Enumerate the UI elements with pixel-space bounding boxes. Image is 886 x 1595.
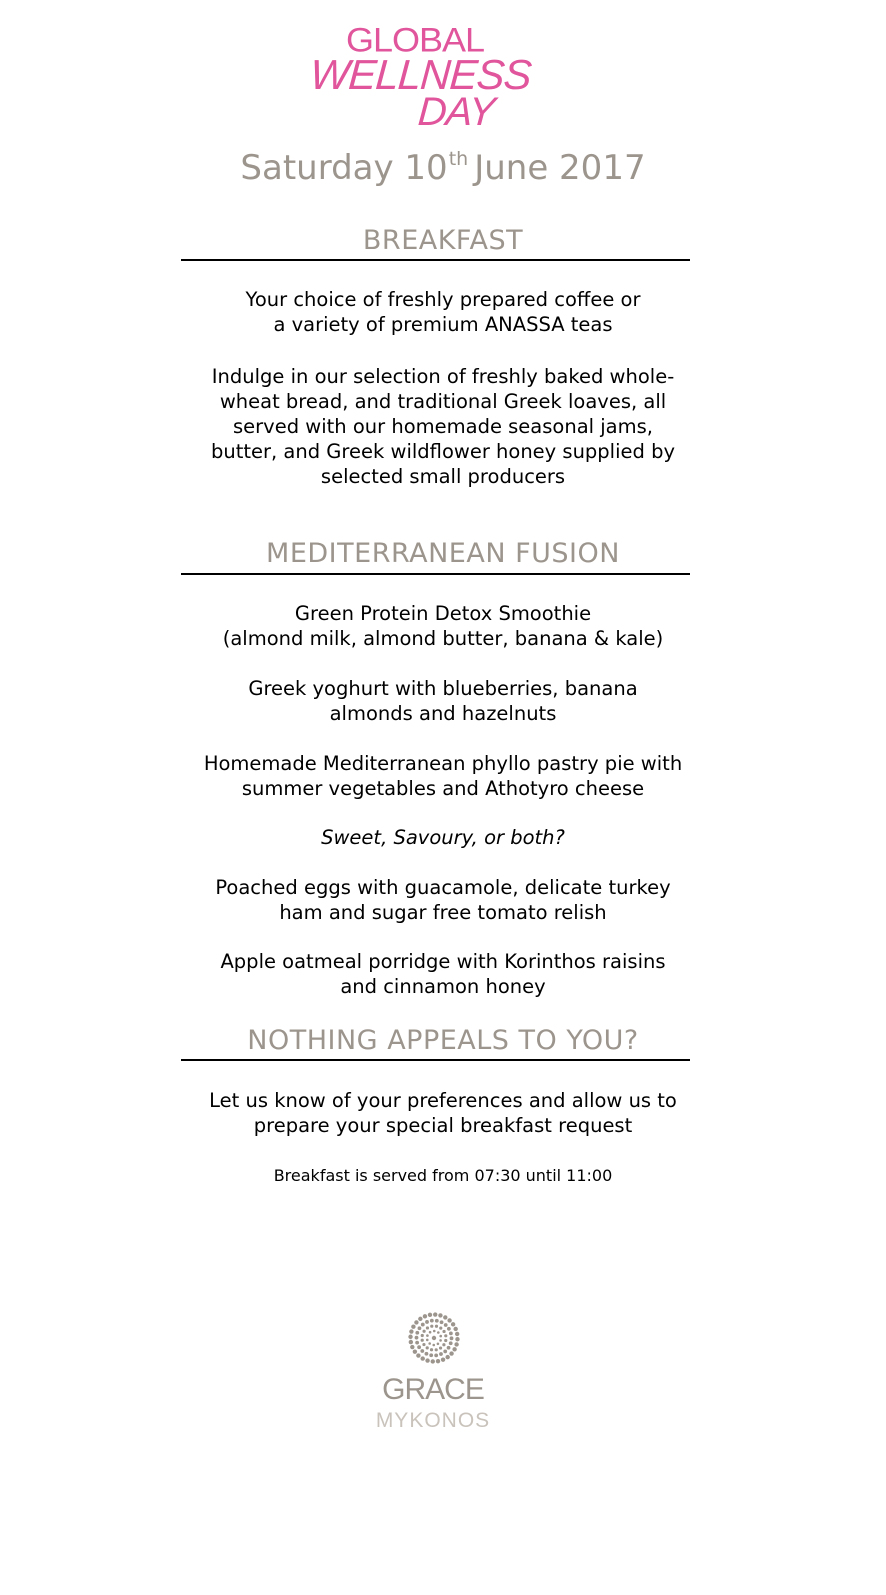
menu-item-smoothie xyxy=(150,601,736,651)
text-line: butter, and Greek wildflower honey supplied by xyxy=(210,440,676,463)
menu-item-poached-eggs xyxy=(150,875,736,925)
text-line: Indulge in our selection of freshly baked whole- xyxy=(211,365,675,388)
text-line: Sweet, Savoury, or both? xyxy=(321,826,565,849)
section-title-breakfast: BREAKFAST xyxy=(362,225,524,256)
menu-item-porridge xyxy=(150,949,736,999)
text-line: almonds and hazelnuts xyxy=(329,702,557,725)
date-day: Saturday 10 xyxy=(240,148,448,188)
section-divider xyxy=(181,1059,690,1061)
text-line: (almond milk, almond butter, banana & kale) xyxy=(222,627,664,650)
section-title-mediterranean-fusion: MEDITERRANEAN FUSION xyxy=(266,538,620,569)
text-line: a variety of premium ANASSA teas xyxy=(273,313,613,336)
section-divider xyxy=(181,259,690,261)
text-line: served with our homemade seasonal jams, xyxy=(232,415,653,438)
text-line: Greek yoghurt with blueberries, banana xyxy=(248,677,638,700)
text-line: selected small producers xyxy=(320,465,566,488)
text-line: summer vegetables and Athotyro cheese xyxy=(241,777,645,800)
text-line: ham and sugar free tomato relish xyxy=(279,901,607,924)
breakfast-bread-text xyxy=(150,364,736,489)
date-month-year: June 2017 xyxy=(474,148,646,188)
text-line: Your choice of freshly prepared coffee or xyxy=(245,288,641,311)
global-wellness-day-logo xyxy=(300,22,550,132)
text-line: Poached eggs with guacamole, delicate turkey xyxy=(215,876,671,899)
text-line: Apple oatmeal porridge with Korinthos raisins xyxy=(220,950,666,973)
sweet-savoury-question xyxy=(150,825,736,850)
breakfast-drinks-text xyxy=(150,287,736,337)
text-line: wheat bread, and traditional Greek loaves, all xyxy=(219,390,667,413)
special-request-text xyxy=(150,1088,736,1138)
menu-item-yoghurt xyxy=(150,676,736,726)
text-line: and cinnamon honey xyxy=(340,975,546,998)
menu-item-phyllo-pie xyxy=(150,751,736,801)
text-line: Breakfast is served from 07:30 until 11:00 xyxy=(273,1166,613,1185)
hotel-location: MYKONOS xyxy=(375,1409,491,1432)
text-line: Let us know of your preferences and allow us to xyxy=(209,1089,677,1112)
text-line: prepare your special breakfast request xyxy=(253,1114,633,1137)
text-line: Green Protein Detox Smoothie xyxy=(294,602,592,625)
grace-mykonos-emblem-icon xyxy=(405,1309,463,1367)
text-line: Homemade Mediterranean phyllo pastry pie with xyxy=(203,752,683,775)
event-date xyxy=(0,148,886,188)
breakfast-hours xyxy=(150,1166,736,1186)
logo-line-day: DAY xyxy=(416,90,496,134)
section-divider xyxy=(181,573,690,575)
logo-line-global: GLOBAL xyxy=(346,20,485,59)
date-ordinal-suffix: th xyxy=(448,148,469,170)
section-title-nothing-appeals: NOTHING APPEALS TO YOU? xyxy=(247,1025,639,1056)
hotel-name: GRACE xyxy=(382,1373,484,1406)
logo-line-wellness: WELLNESS xyxy=(308,51,533,98)
